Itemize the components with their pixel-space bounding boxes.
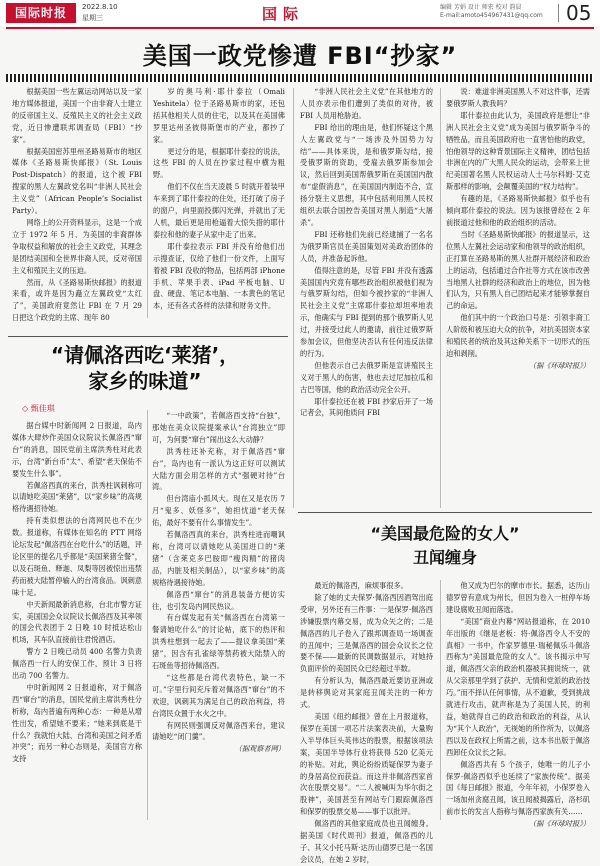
- paragraph: FBI 给出的理由是，他们怀疑这个黑人左翼政党与“一场涉及外国势力勾结”——具体来说，是和俄罗斯勾结，接受俄罗斯的资助，受雇去俄罗斯参加会议，然后回到美国帮俄罗斯在美国国内散布“虚假消息”，在美国国内制造不合，宣扬分裂主义思想，其中包括利用黑人民权组织去联合国控告美国对黑人制造“大屠杀”。: [300, 122, 433, 227]
- main-article-col4: [446, 86, 590, 421]
- issue-weekday: 星期三: [82, 14, 103, 22]
- headline-line: “请佩洛西吃‘莱猪’，: [50, 343, 240, 367]
- masthead-rule: [6, 27, 594, 29]
- page-number: 05: [566, 1, 592, 25]
- paragraph: 岁的奥马利·耶什泰拉（Omali Yeshitela）位于圣路易斯市的家，还包括其他相关人员的住宅，以及其在美国佛罗里达州圣彼得斯堡市的产业，都抄了家。: [153, 87, 285, 144]
- headline-line: 丑闻缠身: [412, 548, 477, 567]
- paragraph: 然而，从《圣路易斯快邮报》的报道来看，或许是因为矗立左翼政党“太红了”，美国政府竟然让 FBI 在 7 月 29 日把这个政党的主席、现年 80: [12, 277, 142, 323]
- paragraph: 有网民则强调反对佩洛西来台，建议请她吃“闭门羹”。: [152, 720, 285, 742]
- paragraph: 佩洛西的其他家庭成员也丑闻缠身。据美国《时代周刊》报道，佩洛西的儿子、其父小托马斯·达历山德罗已是一名国会议员，在她 2 岁时，: [300, 819, 433, 864]
- article2-col2: [152, 410, 285, 822]
- paragraph: 警方 2 日晚已动员 400 名警力负责佩洛西一行人的安保工作，预计 3 日将出动 700 名警力。: [12, 647, 142, 681]
- main-headline: 美国一政党惨遭 FBI“抄家”: [142, 42, 458, 70]
- paragraph: 美国《纽约邮报》曾在上月报道称，保罗在美国一项芯片法案表决前，大量购入半导体巨头英伟达的股票，根据该项法案，美国半导体行业将获得 520 亿美元的补贴。对此，舆论纷纷质疑保罗为妻子的身居高位而获益。而这并非佩洛西家首次在股票交易”。“二人被喊叫为华尔街之股神”，美国甚至有网站专门跟踪佩洛西和保罗的股票交易——事于以批评。: [300, 711, 433, 817]
- source-credit: （据观察者网）: [234, 744, 285, 754]
- paragraph: “非洲人民社会主义党”在其他地方的人员亦表示他们遭到了类似的对待，被 FBI 人员用枪胁迫。: [300, 87, 433, 120]
- newspaper-logo: 国际时报: [6, 3, 76, 23]
- headline-stripe-divider: [6, 74, 594, 82]
- section-title: 国际: [262, 5, 305, 23]
- paragraph: “美国”商业内幕“网站报道称，在 2010 年出版的《继是老板：将·佩洛西令人不安的真相》一书中，作家罗德里·瑞秘佩乐斗佩洛西称为“美国最危险的女人”。该书揭示中写道，佩洛西父亲的政治机器被其拥说统一，就从父亲那里学到了获护、无情和党派的政治技巧。”而不择认任何事情，从不道歉，受到挑战就进行攻击，就声称是为了美国人民，的利益，她就得自己的政治和政治的利益，从认为“其个人政治”，无视她的所作所为，以佩洛西以及在政权上所需之前，这本书出版于佩洛西卸任众议长之际。: [446, 616, 590, 757]
- paragraph: 耶什泰拉由此认为，美国政府是想让“非洲人民社会主义党”成为美国与俄罗斯争斗的牺牲品，而且美国政府也一直害怕他的政党，怕他领导的这种背景国际主义精神，团结包括非洲在内的广大黑人民众的运动，会带来上世纪美国著名黑人民权运动人士马尔科姆·艾克斯那样的影响，会颠覆美国的“权力结构”。: [446, 110, 590, 192]
- paragraph: 但他表示自己去俄罗斯是宣讲殖民主义对于黑人的伤害，他也去过尼加拉瓜和古巴等国，他的政治活动完全公开。: [300, 360, 433, 394]
- paragraph: 他们其中的一个政治口号是：引领非裔工人阶级和被压迫大众的抗争，对抗美国资本家和殖民者的统治及其这种关系下一切形式的压迫和剥削。: [446, 313, 590, 358]
- column-divider: [147, 88, 148, 318]
- paragraph: 据台媒中时新闻网 2 日报道，岛内媒体大肆炒作美国众议院议长佩洛西“窜台”的消息，国民党前主席洪秀柱对此表示，台湾“新台币”太“、希望“老天保佑不要发生什么事”。: [12, 421, 142, 478]
- article3-headline: [300, 522, 590, 570]
- paragraph: 但台湾庙小抓风大。现在又是农历 7 月“鬼多、妖怪多”，她担忧道“老天保佑，最好不要有什么事情发生”。: [152, 494, 285, 528]
- paragraph: 最近的佩洛西，麻烦事很多。: [314, 581, 408, 590]
- paragraph: 他又成为巴尔的摩市市长。据悉，达历山德罗曾有意成为州长，但因为卷入一桩停车场建设腐败丑闻而落选。: [446, 581, 590, 614]
- paragraph: 当时《圣路易斯快邮报》的报道显示，这位黑人左翼社会运动家和他领导的政治组织，正打算在圣路易斯的黑人社群开展经济和政治上的运动，包括通过合作社等方式在该市改善当地黑人社群的经济和政治上的地位，因为他们认为，只有黑人自己团结起来才能够掌握自己的命运。: [446, 229, 590, 311]
- paragraph: 根据美国密苏里州圣路易斯市的地区媒体《圣路易斯快邮报》（St. Louis Post-Dispatch）的报道，这个被 FBI 搜家的黑人左翼政党名叫“非洲人民社会主义党”（African People’s Socialist Party）。: [12, 146, 142, 216]
- paragraph: 有分析认为，佩洛西最近要访亚洲或是转移舆论对其家庭丑闻关注的一种方式。: [300, 676, 433, 710]
- editor-credits: 编辑 芳娟 设计 师宏 校对 韵晨: [440, 4, 522, 11]
- article3-col2: [446, 580, 590, 829]
- article2-headline: [10, 342, 280, 394]
- contact-email: E-mail:amoto454967431@qq.com: [440, 12, 543, 19]
- source-credit: （据《环球时报》）: [528, 360, 590, 370]
- paragraph: “一中政策”，若佩洛西支持“台独”，那她在美众议院提案承认“台湾独立”即可，为何要“窜台”闹出这么大动静？: [152, 411, 285, 444]
- paragraph: 更过分的是，根据耶什泰拉的说法，这些 FBI 的人员在抄家过程中横为粗野。: [153, 146, 285, 180]
- column-divider: [147, 410, 148, 820]
- paragraph: 根据美国一些左翼运动网站以及一家地方媒体报道，美国一个由非裔人士建立的反帝国主义、反殖民主义的社会主义政党，近日惨遭联邦调查局（FBI）“抄家”。: [12, 87, 142, 144]
- column-divider: [293, 88, 294, 508]
- paragraph: 佩洛西“窜台”的消息装备方便访实往，也引发岛内网民热议。: [152, 589, 285, 611]
- paragraph: 网络上的公开资料显示，这是一个成立于 1972 年 5 月、为美国的非裔群体争取权益和解放的社会主义政党，其理念是团结美国和全世界非裔人民，反对帝国主义和殖民主义的压迫。: [12, 217, 142, 275]
- paragraph: 中天新闻最新消息称，台北市警方证实，美国国会众议院议长佩洛西及其率领的国会代表团于 2 日晚 10 时抵达松山机场，其车队直接前往君悦酒店。: [12, 599, 142, 645]
- paragraph: FBI 还称他们先前已经逮捕了一名名为俄罗斯官员在美国策划对美政治团体的人员，并准备起诉他。: [300, 229, 433, 263]
- paragraph: 值得注意的是，尽管 FBI 并没有透露美国国内究竟有哪些政治组织被他们视为与俄罗斯勾结，但如今被抄家的“非洲人民社会主义党”主席耶什泰拉却坦率地表示，他确实与 FBI 提到的那个俄罗斯人见过，并接受过此人的邀请，前往过俄罗斯参加会议，但他坚决否认有任何违反法律的行为。: [300, 265, 433, 358]
- section-rule: [298, 512, 592, 513]
- headline-line: 家乡的味道”: [88, 369, 202, 393]
- paragraph: 除了她的丈夫保罗·佩洛西因酒驾出庭受审，另外还有三件事：一是保罗·佩洛西涉嫌股票内幕交易，成为众矢之的；二是佩洛西的儿子卷入了跟邦调查局一场调查的丑闻中；三是佩洛西的国会众议长之位要不保——最新的民调数据显示，对她持负面评价的美国民众已经超过半数。: [300, 592, 433, 674]
- masthead: [0, 0, 600, 26]
- paragraph: 若佩洛西真的来台，洪秀柱讽刺称可以请她吃美国“莱猪”，以“家乡味”的高规格待遇招待她。: [12, 480, 142, 514]
- paragraph: 若佩洛西真的来台，洪秀柱进而嘲讽称，台湾可以请她吃从美国进口的“莱猪”（含莱克多巴胺即“瘦肉精”的猪肉品，内脏及相关制品），以“家乡味”的高规格待遇接待她。: [152, 530, 285, 587]
- paragraph: 有台媒发起有关“佩洛西在台湾第一餐请她吃什么”的讨论帖，底下的热评和洪秀柱想到一起去了——提议拿美国“莱猪”，因含有孔雀绿等禁药被大陆禁入的石斑鱼等招待佩洛西。: [152, 613, 285, 671]
- column-divider: [440, 580, 441, 820]
- main-article-col2: [153, 86, 285, 311]
- paragraph: 持有类似想法的台湾网民也不在少数。报道称，有媒体在知名的 PTT 网络论坛发起“佩洛西在台吃什么”的话题，评论区里的提名几乎都是“美国莱猪全餐”，以及石斑鱼、释迦、凤梨等因被惊出违禁药而被大陆暂停输入的台湾食品。讽刺意味十足。: [12, 516, 142, 597]
- paragraph: 耶什泰拉还在被 FBI 抄家后开了一场记者会，其间他质问 FBI: [300, 396, 433, 418]
- section-rule: [8, 336, 288, 337]
- byline: ◇ 甄佳琪: [22, 404, 55, 413]
- paragraph: 中时新闻网 2 日报道称，对于佩洛西“窜台”的消息，国民党前主席洪秀柱分析称，岛内普遍有两种心态：一种是从增性出发，希望她不要来；“她来到底是干什么？我就怕大陆、台湾和美国之间矛盾冲突”；而另一种心态则是，美国官方称支持: [12, 682, 142, 764]
- header-divider: [558, 4, 559, 22]
- paragraph: “这些都是台湾代表特色，缺一不可。”字里行间充斥着对佩洛西“窜台”的不欢迎，讽刺其为满足自己的政治利益，将台湾民众置于水火之中。: [152, 672, 285, 718]
- paragraph: 佩洛西共有 5 个孩子，她唯一的儿子小保罗·佩洛西似乎也延续了“家族传统”。据美国《每日邮报》报道，今年年初，小保罗卷入一场加州贪腐丑闻，该丑闻被揭露后，洛杉矶前市长的发言人指称与佩洛西家族有关……: [446, 759, 590, 817]
- paragraph: 耶什泰拉表示 FBI 并没有给他们出示搜查证，仅给了他们一份文件，上面写着被 FBI 没收的物品，包括两部 iPhone 手机、苹果手表、iPad 平板电脑、U 盘、硬盘、笔记本电脑、一本黄色的笔记本，还有各式各样的法律和财务文件。: [153, 241, 285, 311]
- issue-date: 2022.8.10: [82, 3, 118, 11]
- source-credit: （据《环球时报》）: [528, 819, 590, 829]
- main-article-col1: [12, 86, 142, 326]
- paragraph: 洪秀柱还补充称，对于佩洛西“窜台”，岛内也有一派认为这正好可以测试大陆方面会用怎样的方式“强硬对待”台湾。: [152, 446, 285, 492]
- paragraph: 他们不仅在当天凌晨 5 时就开着装甲车来到了耶什泰拉的住处，还打破了房子的窗户，向里面投掷闪光弹，并就出了无人机，最后更是用枪逼着大惊失措的耶什泰拉和他的妻子从家中走了出来。: [153, 182, 285, 239]
- headline-line: “美国最危险的女人”: [370, 524, 520, 543]
- column-divider: [440, 88, 441, 508]
- main-article-col3: [300, 86, 433, 418]
- paragraph: 有趣的是，《圣路易斯快邮报》似乎也有倾向耶什泰拉的说法。因为该报曾经在 2 年前报道过他和他的政治组织的活动。: [446, 194, 590, 227]
- paragraph: 说：难道非洲美国黑人不对这件事，还需要俄罗斯人教我吗？: [446, 87, 590, 108]
- article3-col1: [300, 580, 433, 864]
- article2-col1: [12, 420, 142, 820]
